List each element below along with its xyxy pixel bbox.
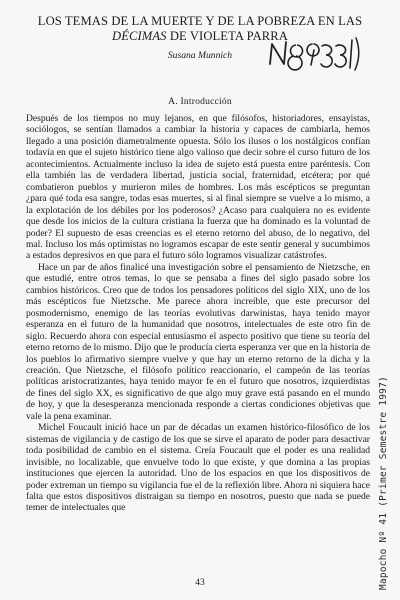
page-number: 43 xyxy=(195,578,205,588)
author-name: Susana Munnich xyxy=(167,50,233,61)
paragraph-2: Hace un par de años finalicé una investigación sobre el pensamiento de Nietzsche, en que estudié, entre otros temas, lo que se pensaba a fines del siglo pasado sobre los cambios históricos. Creo que de todos los pensadores políticos del siglo XIX, uno de los más escépticos fue Nietzsche. Me parece ahora increíble, que este precursor del posmodernismo, enemigo de las teorías evolutivas darwinistas, haya tenido mayor esperanza en el futuro de la humanidad que nosotros, intelectuales de este otro fin de siglo. Recuerdo ahora con especial entusiasmo el aspecto positivo que tiene su teoría del eterno retorno de lo mismo. Dijo que le producía cierta esperanza ver que en la historia de los pueblos lo afirmativo siempre vuelve y que hay un eterno retorno de la dicha y la creación. Que Nietzsche, el filósofo político reaccionario, el campeón de las teorías políticas aristocratizantes, haya tenido mayor fe en el futuro que nosotros, izquierdistas de fines del siglo XX, es significativo de que algo muy grave está pasando en el mundo de hoy, y que la desesperanza mencionada responde a ciertas condiciones objetivas que vale la pena examinar. xyxy=(26,261,370,422)
title-line-2-rest: DE VIOLETA PARRA xyxy=(166,29,288,43)
title-line-1: LOS TEMAS DE LA MUERTE Y DE LA POBREZA EN LAS xyxy=(37,14,363,28)
section-heading: A. Introducción xyxy=(168,96,232,107)
paragraph-1: Después de los tiempos no muy lejanos, en que filósofos, historiadores, ensayistas, sociólogos, se sentían llamados a cambiar la historia y capaces de cambiarla, hemos llegado a una posición diametralmente opuesta. Sólo los ilusos o los nostálgicos confían todavía en que el sujeto histórico tiene algo valioso que decir sobre el curso futuro de los acontecimientos. Actualmente incluso la idea de sujeto está puesta entre paréntesis. Con ella también las de verdadera libertad, justicia social, fraternidad, etcétera; por qué combatieron pueblos y murieron miles de hombres. Los más escépticos se preguntan ¿para qué toda esa sangre, todas esas muertes, si al final siempre se vuelve a lo mismo, a la explotación de los débiles por los poderosos? ¿Acaso para cualquiera no es evidente que desde los inicios de la cultura cristiana la fuerza que ha dominado es la voluntad de poder? El supuesto de esas creencias es el eterno retorno del abuso, de lo negativo, del mal. Incluso los más optimistas no logramos escapar de este sentir general y sucumbimos a estados depresivos en que para el futuro sólo logramos visualizar catástrofes. xyxy=(26,113,370,262)
article-body xyxy=(26,113,370,514)
paragraph-3: Michel Foucault inició hace un par de décadas un examen histórico-filosófico de los sistemas de vigilancia y de castigo de los que se sirve el aparato de poder para desactivar toda posibilidad de cambio en el sistema. Creía Foucault que el poder es una realidad invisible, no localizable, que envuelve todo lo que existe, y que domina a las propias instituciones que ejercen la autoridad. Uno de los espacios en que los dispositivos de poder extreman un tiempo su vigilancia fue el de la reflexión libre. Ahora ni siquiera hace falta que estos dispositivos distraigan su tiempo en nosotros, puesto que nada se puede temer de intelectuales que xyxy=(26,422,370,514)
title-italic-word: DÉCIMAS xyxy=(112,29,167,43)
handwritten-mark xyxy=(262,34,362,72)
journal-side-note: Mapocho Nº 41 (Primer Semestre 1997) xyxy=(378,376,389,590)
